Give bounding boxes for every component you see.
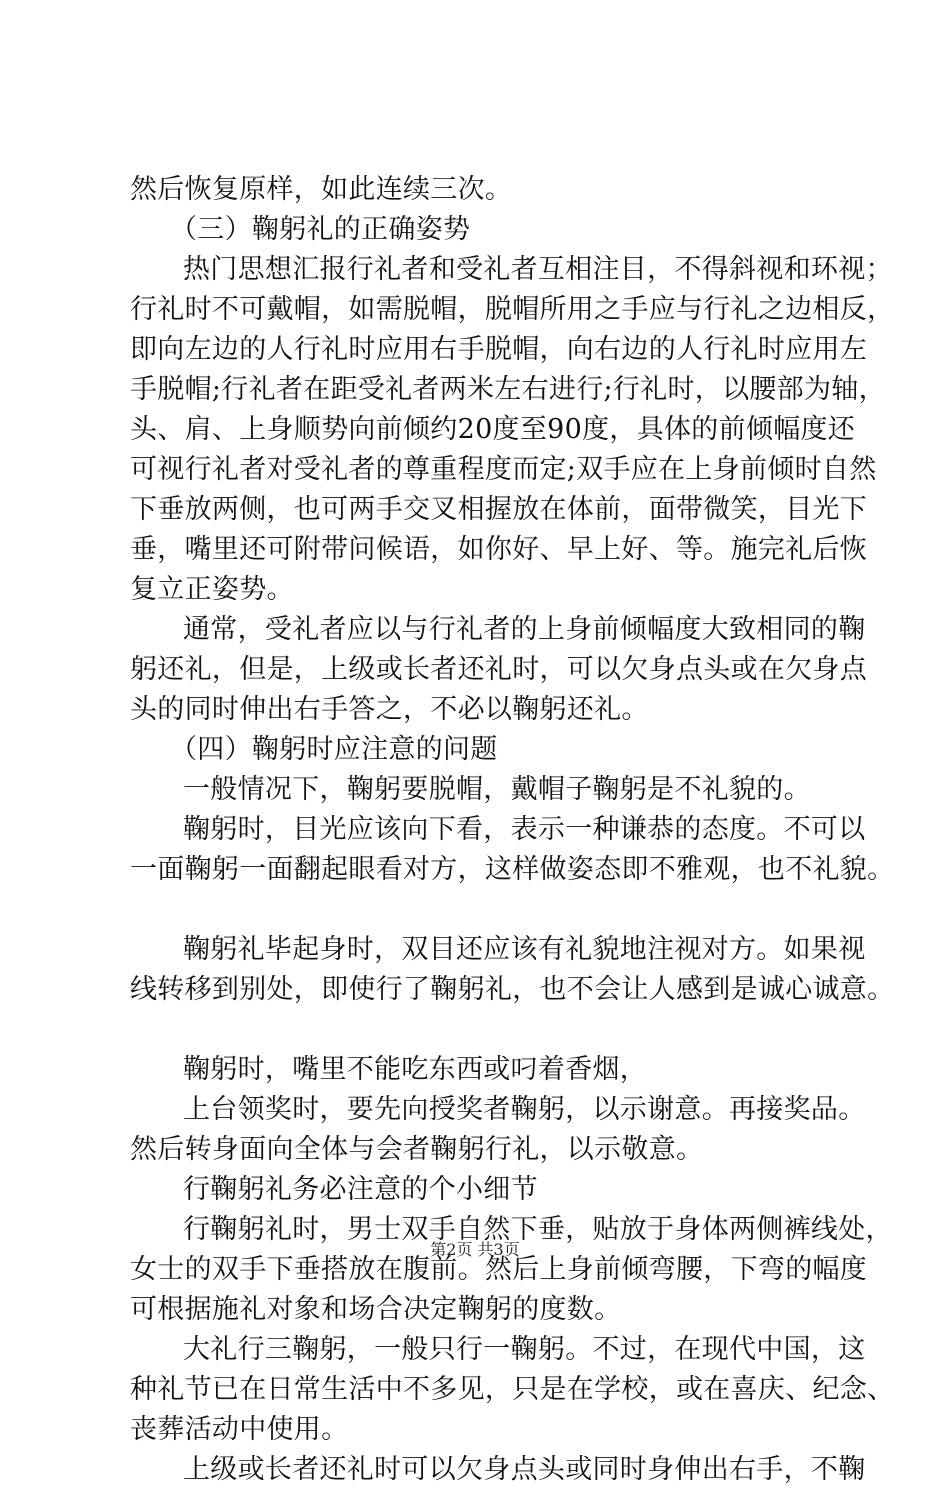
page-number-footer: 第2页 共3页 (430, 1240, 520, 1259)
paragraph-line: 复立正姿势。 (130, 574, 294, 605)
paragraph-line: 头、肩、上身顺势向前倾约20度至90度，具体的前倾幅度还 (130, 414, 856, 445)
paragraph-line: 鞠躬礼毕起身时，双目还应该有礼貌地注视对方。如果视 (183, 934, 866, 965)
paragraph-line: 通常，受礼者应以与行礼者的上身前倾幅度大致相同的鞠 (183, 614, 866, 645)
paragraph-line: 手脱帽;行礼者在距受礼者两米左右进行;行礼时，以腰部为轴， (130, 374, 886, 405)
paragraph-line: 一面鞠躬一面翻起眼看对方，这样做姿态即不雅观，也不礼貌。 (130, 854, 895, 885)
paragraph-line: 热门思想汇报行礼者和受礼者互相注目，不得斜视和环视； (183, 254, 893, 285)
paragraph-line: 种礼节已在日常生活中不多见，只是在学校，或在喜庆、纪念、 (130, 1374, 895, 1405)
paragraph-line: 鞠躬时，嘴里不能吃东西或叼着香烟， (183, 1054, 648, 1085)
paragraph-line: 鞠躬时，目光应该向下看，表示一种谦恭的态度。不可以 (183, 814, 866, 845)
paragraph-line: 躬还礼，但是，上级或长者还礼时，可以欠身点头或在欠身点 (130, 654, 868, 685)
paragraph-line: 线转移到别处，即使行了鞠躬礼，也不会让人感到是诚心诚意。 (130, 974, 895, 1005)
blank-line (130, 890, 835, 930)
section-heading: （三）鞠躬礼的正确姿势 (170, 214, 471, 245)
paragraph-line: 下垂放两侧，也可两手交叉相握放在体前，面带微笑，目光下 (130, 494, 868, 525)
document-body (130, 170, 895, 1490)
paragraph-line: 即向左边的人行礼时应用右手脱帽，向右边的人行礼时应用左 (130, 334, 868, 365)
section-heading: 行鞠躬礼务必注意的个小细节 (183, 1174, 538, 1205)
blank-line (130, 1010, 835, 1050)
paragraph-line: 行鞠躬礼时，男士双手自然下垂，贴放于身体两侧裤线处， (183, 1214, 893, 1245)
paragraph-line: 上台领奖时，要先向授奖者鞠躬，以示谢意。再接奖品。 (183, 1094, 866, 1125)
paragraph-line: 可视行礼者对受礼者的尊重程度而定;双手应在上身前倾时自然 (130, 454, 877, 485)
paragraph-line: 女士的双手下垂搭放在腹前。然后上身前倾弯腰，下弯的幅度 (130, 1254, 868, 1285)
paragraph-line: 然后转身面向全体与会者鞠躬行礼，以示敬意。 (130, 1134, 704, 1165)
paragraph-line: 头的同时伸出右手答之，不必以鞠躬还礼。 (130, 694, 649, 725)
paragraph-line: 可根据施礼对象和场合决定鞠躬的度数。 (130, 1294, 622, 1325)
paragraph-line: 然后恢复原样，如此连续三次。 (130, 174, 513, 205)
section-heading: （四）鞠躬时应注意的问题 (170, 734, 498, 765)
paragraph-line: 行礼时不可戴帽，如需脱帽，脱帽所用之手应与行礼之边相反， (130, 294, 895, 325)
paragraph-line: 垂，嘴里还可附带问候语，如你好、早上好、等。施完礼后恢 (130, 534, 868, 565)
paragraph-line: 一般情况下，鞠躬要脱帽，戴帽子鞠躬是不礼貌的。 (183, 774, 811, 805)
paragraph-line: 大礼行三鞠躬，一般只行一鞠躬。不过，在现代中国，这 (183, 1334, 866, 1365)
paragraph-line: 上级或长者还礼时可以欠身点头或同时身伸出右手，不鞠 (183, 1454, 866, 1485)
paragraph-line: 丧葬活动中使用。 (130, 1414, 349, 1445)
